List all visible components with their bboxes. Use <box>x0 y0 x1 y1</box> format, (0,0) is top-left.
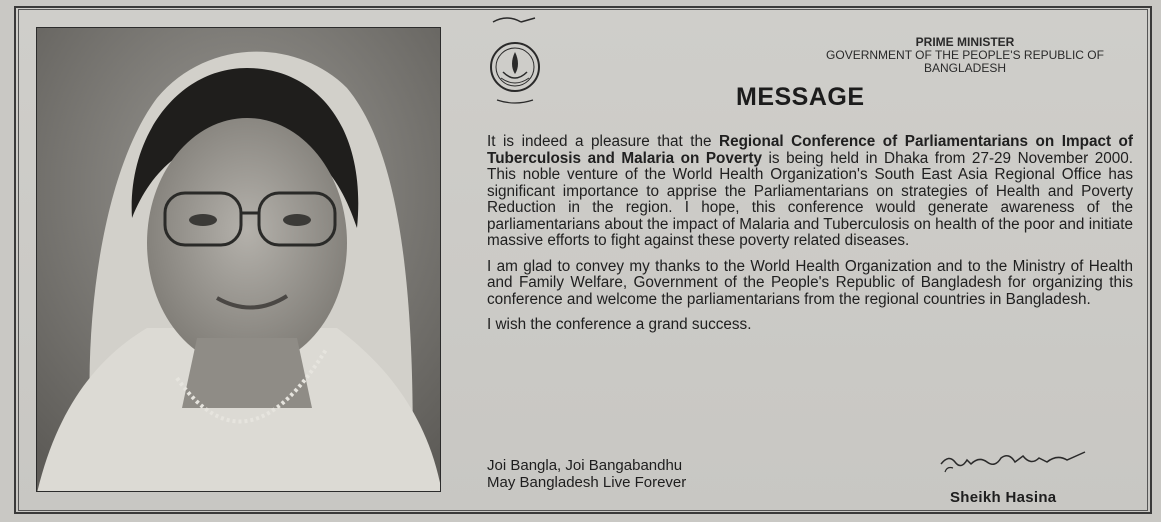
message-paragraph-3: I wish the conference a grand success. <box>487 316 752 333</box>
message-paragraph-2: I am glad to convey my thanks to the World Health Organization and to the Ministry of Health and Family Welfare, Government of the People's Republic of Bangladesh for organizing this conference and welcome the parliamentarians from the regional countries in Bangladesh. <box>487 257 1133 308</box>
office-title <box>780 36 1150 75</box>
office-title-line3: BANGLADESH <box>923 61 1007 75</box>
message-body <box>487 134 1133 343</box>
closing-line-1: Joi Bangla, Joi Bangabandhu <box>487 457 683 474</box>
message-heading: MESSAGE <box>736 83 865 111</box>
office-title-line1: PRIME MINISTER <box>915 35 1015 49</box>
closing-line-2: May Bangladesh Live Forever <box>487 474 687 491</box>
signature-icon <box>935 442 1095 482</box>
paragraph-1-intro: It is indeed a pleasure that the <box>487 133 720 150</box>
conference-name: Regional Conference of Parliamentarians on Impact of Tuberculosis and Malaria on Poverty <box>487 133 1133 167</box>
paragraph-1-rest: is being held in Dhaka from 27-29 November 2000. This noble venture of the World Health Organization's South East Asia Regional Office has significant importance to apprise the Parliamentarians on strategies of Health and Poverty Reduction in the region. I hope, this conference would generate awareness of the parliamentarians about the impact of Malaria and Tuberculosis on health of the poor and initiate massive efforts to fight against these poverty related diseases. <box>487 149 1133 249</box>
closing-slogans <box>487 457 686 491</box>
portrait-photo <box>36 27 441 492</box>
office-title-line2: GOVERNMENT OF THE PEOPLE'S REPUBLIC OF <box>826 48 1104 62</box>
signer-name: Sheikh Hasina <box>950 489 1057 506</box>
government-emblem-icon <box>487 12 543 112</box>
message-paragraph-1 <box>487 134 1133 250</box>
